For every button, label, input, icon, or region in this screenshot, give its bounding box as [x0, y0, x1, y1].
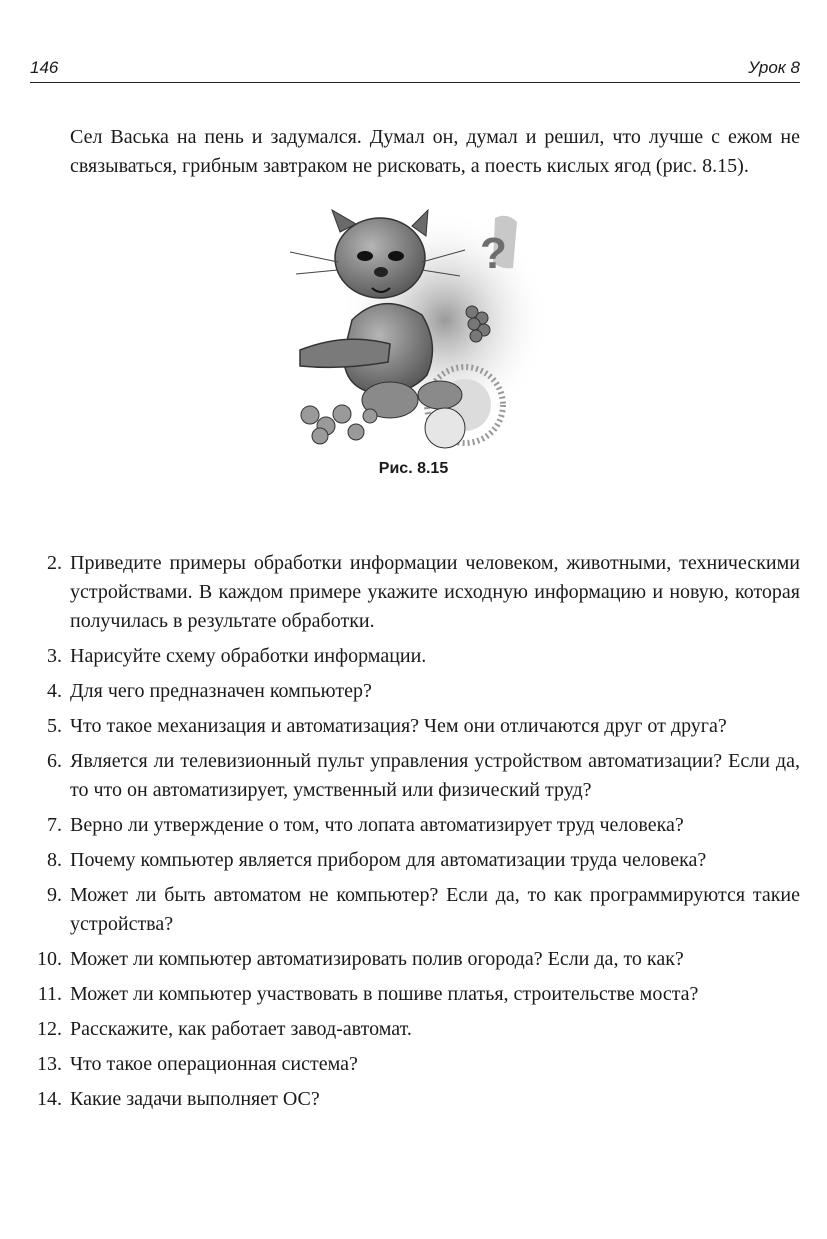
- question-text: Что такое механизация и автоматизация? Чем они отличаются друг от друга?: [70, 715, 727, 737]
- question-item: [0, 747, 827, 805]
- question-item: [0, 677, 827, 706]
- question-text: Является ли телевизионный пульт управления устройством автоматизации? Если да, то что он автоматизирует, умственный или физический труд?: [70, 750, 800, 801]
- question-mark: ?: [480, 229, 507, 278]
- figure-caption: Рис. 8.15: [378, 460, 449, 477]
- question-number: 3.: [47, 645, 62, 667]
- question-text: Почему компьютер является прибором для автоматизации труда человека?: [70, 849, 707, 871]
- flowers: [301, 405, 377, 444]
- question-text: Для чего предназначен компьютер?: [70, 680, 372, 702]
- question-text: Нарисуйте схему обработки информации.: [70, 645, 427, 667]
- question-item: [0, 811, 827, 840]
- question-number: 6.: [47, 750, 62, 772]
- story-paragraph: Сел Васька на пень и задумался. Думал он, думал и решил, что лучше с ежом не связываться, грибным завтраком не рисковать, а поесть кислых ягод (рис. 8.15).: [70, 126, 800, 177]
- page-number: 146: [30, 58, 59, 77]
- question-number: 5.: [47, 715, 62, 737]
- question-number: 11.: [37, 983, 62, 1005]
- question-item: [0, 846, 827, 875]
- chapter-title: Урок 8: [748, 58, 800, 77]
- cat-arm: [300, 339, 390, 367]
- question-number: 4.: [47, 680, 62, 702]
- question-number: 10.: [37, 948, 62, 970]
- question-text: Что такое операционная система?: [70, 1053, 358, 1075]
- question-text: Может ли быть автоматом не компьютер? Если да, то как программируются такие устройства?: [70, 884, 800, 935]
- question-number: 12.: [37, 1018, 62, 1040]
- question-number: 13.: [37, 1053, 62, 1075]
- question-item: [0, 712, 827, 741]
- question-item: [0, 1085, 827, 1114]
- header-rule: [30, 82, 800, 83]
- question-item: [0, 1015, 827, 1044]
- cat-head: [335, 218, 425, 298]
- page-header: [30, 58, 800, 82]
- question-text: Расскажите, как работает завод-автомат.: [70, 1018, 412, 1040]
- question-text: Приведите примеры обработки информации человеком, животными, техническими устройствами. В каждом примере укажите исходную информацию и новую, которая получилась в результате обработки.: [70, 552, 800, 632]
- question-item: [0, 881, 827, 939]
- question-item: [0, 642, 827, 671]
- question-number: 9.: [47, 884, 62, 906]
- question-text: Может ли компьютер автоматизировать полив огорода? Если да, то как?: [70, 948, 684, 970]
- question-item: [0, 980, 827, 1009]
- question-number: 7.: [47, 814, 62, 836]
- question-number: 8.: [47, 849, 62, 871]
- question-number: 2.: [47, 552, 62, 574]
- question-text: Верно ли утверждение о том, что лопата автоматизирует труд человека?: [70, 814, 684, 836]
- question-number: 14.: [37, 1088, 62, 1110]
- question-item: [0, 1050, 827, 1079]
- question-text: Может ли компьютер участвовать в пошиве платья, строительстве моста?: [70, 983, 699, 1005]
- question-item: [0, 549, 827, 636]
- questions-list: [0, 549, 827, 1120]
- question-text: Какие задачи выполняет ОС?: [70, 1088, 320, 1110]
- question-item: [0, 945, 827, 974]
- cat-illustration: [280, 200, 550, 460]
